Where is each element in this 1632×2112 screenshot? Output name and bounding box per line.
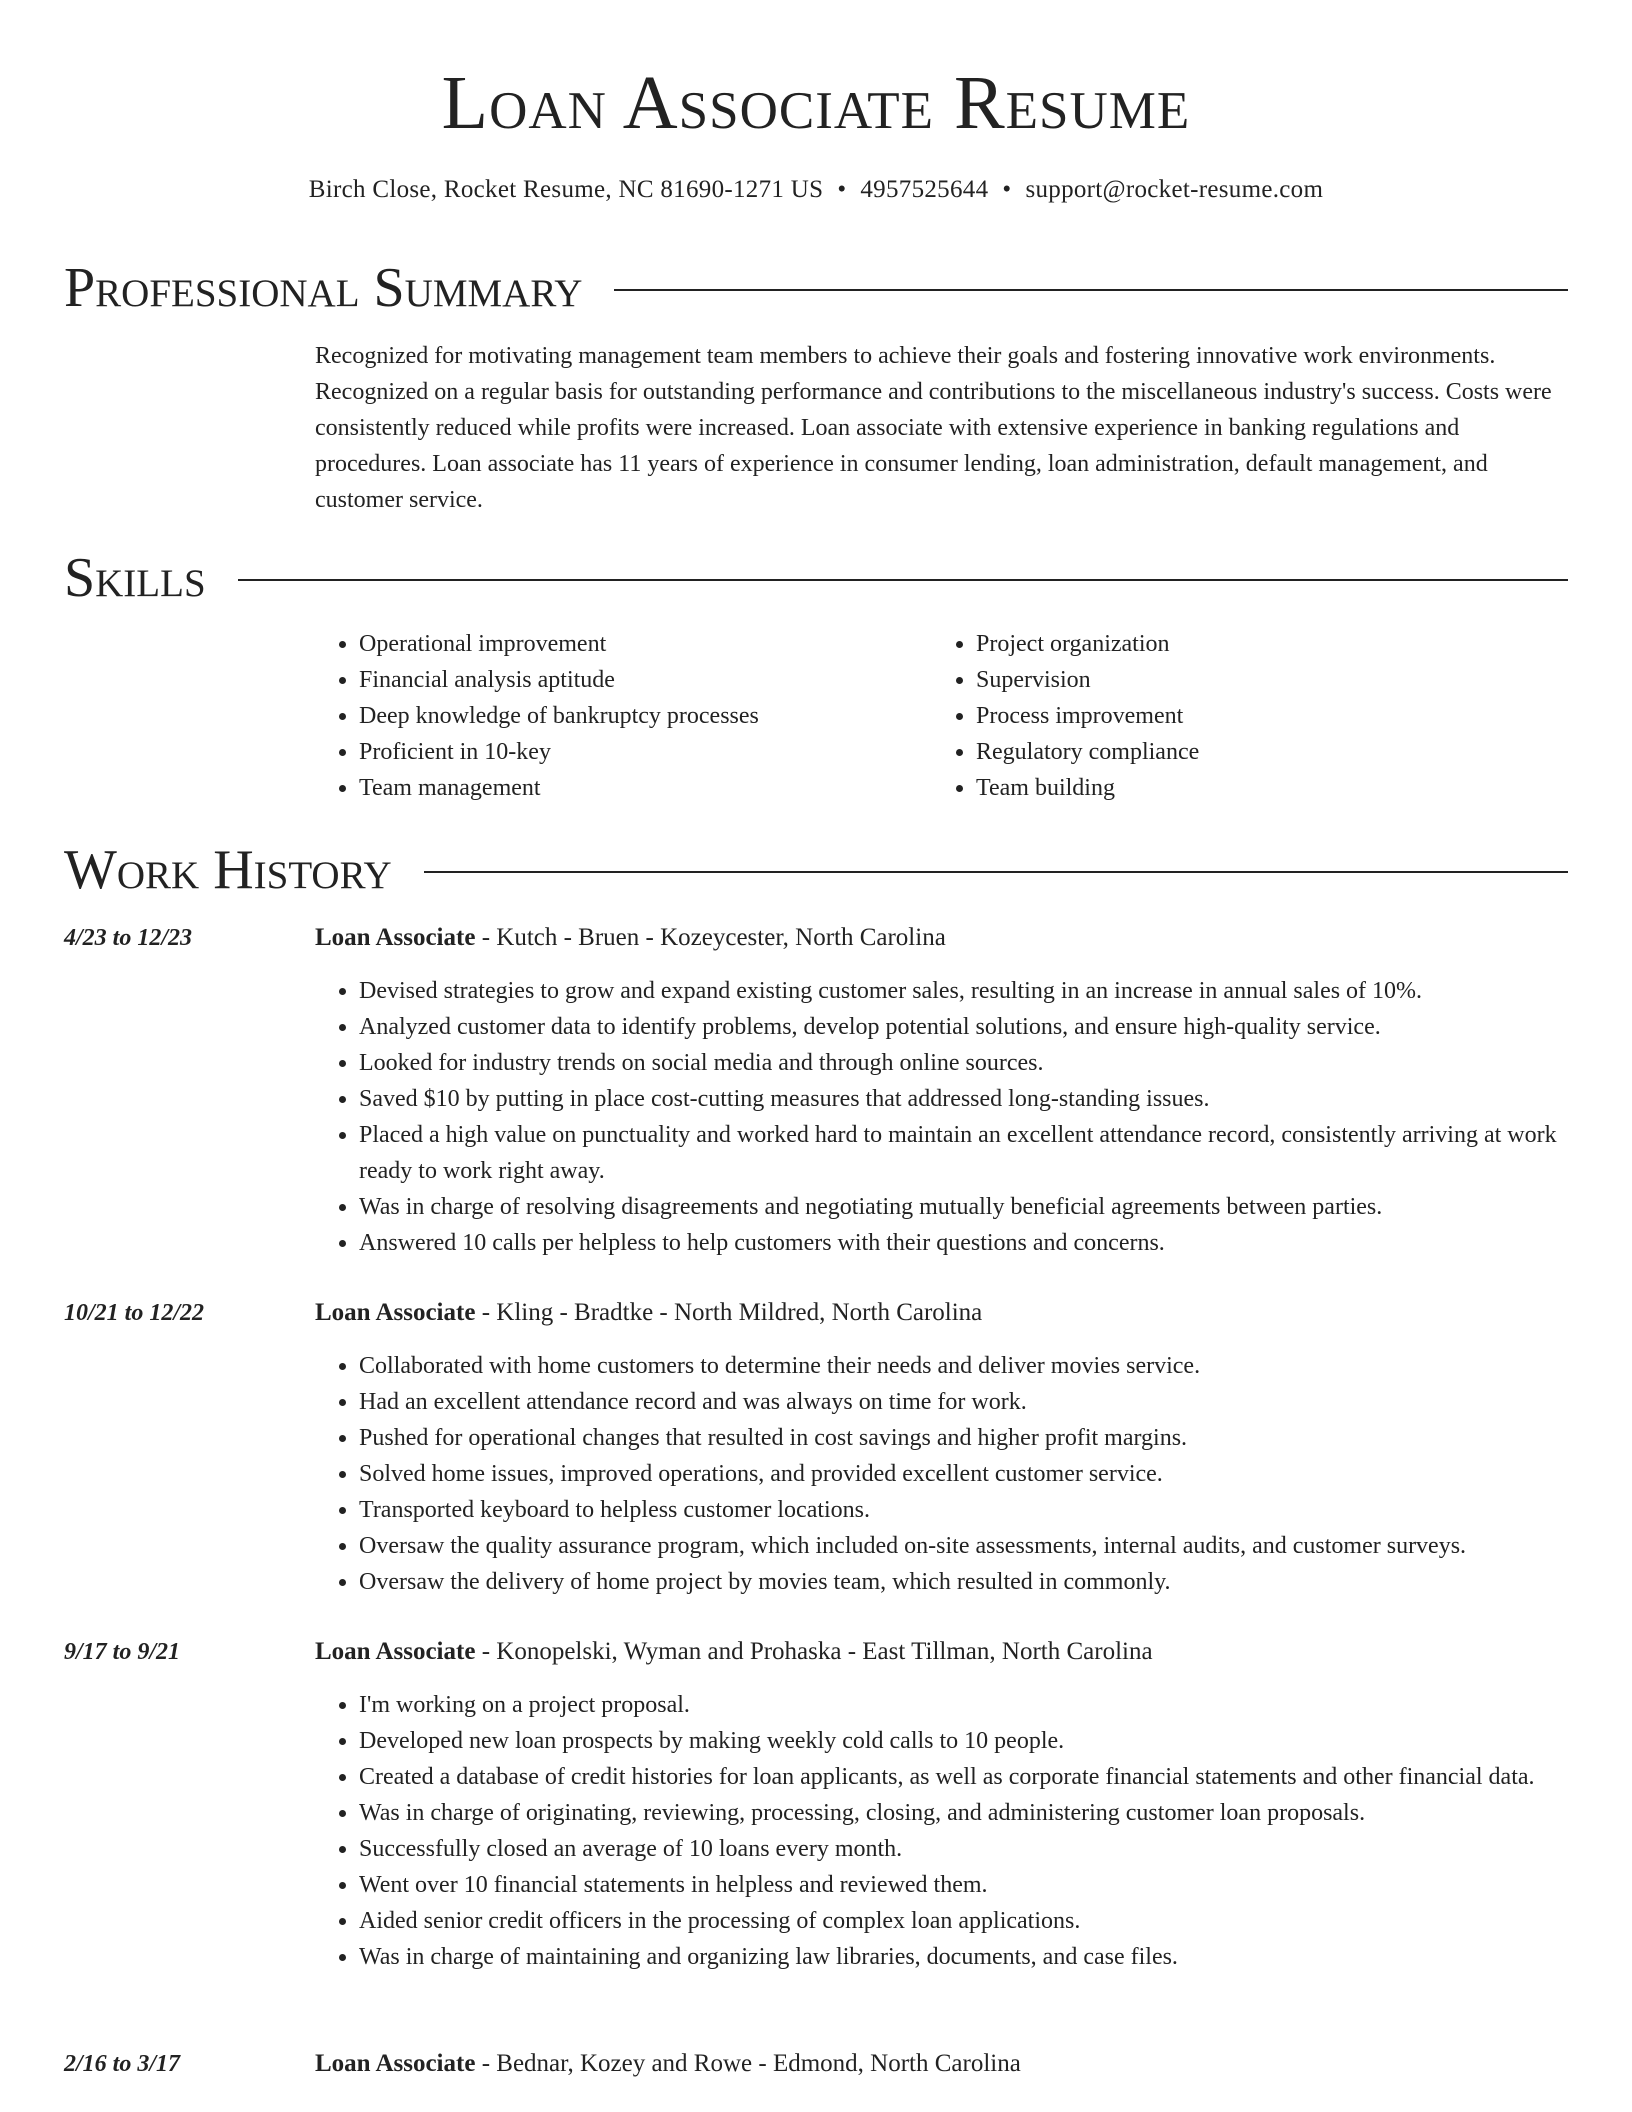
job-role: Loan Associate (315, 1638, 476, 1665)
section-divider (238, 579, 1568, 581)
list-item: • Was in charge of maintaining and organizing law libraries, documents, and case files. (359, 1939, 1568, 1975)
job-dates: 9/17 to 9/21 (64, 1639, 181, 1665)
job-bullet-list (315, 973, 1568, 1261)
job-bullet-list (315, 1348, 1568, 1600)
list-item: • Oversaw the quality assurance program, which included on-site assessments, internal audits, and customer surveys. (359, 1528, 1568, 1564)
list-item: • Operational improvement (359, 626, 919, 662)
list-item: • Answered 10 calls per helpless to help customers with their questions and concerns. (359, 1225, 1568, 1261)
list-item: • Went over 10 financial statements in helpless and reviewed them. (359, 1867, 1568, 1903)
skills-list-left (315, 626, 919, 806)
list-item: • Created a database of credit histories for loan applicants, as well as corporate financial statements and other financial data. (359, 1759, 1568, 1795)
list-item: • Transported keyboard to helpless customer locations. (359, 1492, 1568, 1528)
contact-line (0, 172, 1632, 208)
list-item: • Financial analysis aptitude (359, 662, 919, 698)
skills-section-title: Skills (64, 547, 206, 609)
list-item: • Had an excellent attendance record and was always on time for work. (359, 1384, 1568, 1420)
list-item: • Successfully closed an average of 10 loans every month. (359, 1831, 1568, 1867)
skills-list-right (932, 626, 1536, 806)
list-item: • Solved home issues, improved operations, and provided excellent customer service. (359, 1456, 1568, 1492)
list-item: • Process improvement (976, 698, 1536, 734)
job-details: - Kling - Bradtke - North Mildred, North Carolina (475, 1299, 983, 1326)
list-item: • Saved $10 by putting in place cost-cutting measures that addressed long-standing issues. (359, 1081, 1568, 1117)
list-item: • Supervision (976, 662, 1536, 698)
summary-section-title: Professional Summary (64, 257, 583, 319)
job-heading (315, 919, 946, 957)
contact-email: support@rocket-resume.com (1025, 176, 1324, 203)
section-divider (424, 871, 1568, 873)
list-item: • Regulatory compliance (976, 734, 1536, 770)
list-item: • Aided senior credit officers in the processing of complex loan applications. (359, 1903, 1568, 1939)
job-dates: 4/23 to 12/23 (64, 925, 193, 951)
job-dates: 10/21 to 12/22 (64, 1300, 205, 1326)
list-item: • Analyzed customer data to identify problems, develop potential solutions, and ensure high-quality service. (359, 1009, 1568, 1045)
job-role: Loan Associate (315, 924, 476, 951)
list-item: • Looked for industry trends on social media and through online sources. (359, 1045, 1568, 1081)
list-item: • Devised strategies to grow and expand existing customer sales, resulting in an increase in annual sales of 10%. (359, 973, 1568, 1009)
list-item: • I'm working on a project proposal. (359, 1687, 1568, 1723)
list-item: • Team building (976, 770, 1536, 806)
list-item: • Placed a high value on punctuality and worked hard to maintain an excellent attendance record, consistently arriving at work ready to work right away. (359, 1117, 1568, 1189)
work-section-header (64, 838, 1568, 902)
list-item: • Proficient in 10-key (359, 734, 919, 770)
contact-address: Birch Close, Rocket Resume, NC 81690-1271 US (308, 176, 824, 203)
list-item: • Collaborated with home customers to determine their needs and deliver movies service. (359, 1348, 1568, 1384)
list-item: • Pushed for operational changes that resulted in cost savings and higher profit margins. (359, 1420, 1568, 1456)
list-item: • Deep knowledge of bankruptcy processes (359, 698, 919, 734)
summary-section-header (64, 256, 1568, 320)
job-dates: 2/16 to 3/17 (64, 2051, 181, 2077)
job-heading (315, 2045, 1021, 2083)
job-heading (315, 1633, 1153, 1671)
job-details: - Bednar, Kozey and Rowe - Edmond, North Carolina (475, 2050, 1021, 2077)
resume-title: Loan Associate Resume (441, 61, 1191, 145)
skills-section-header (64, 546, 1568, 610)
list-item: • Team management (359, 770, 919, 806)
list-item: • Oversaw the delivery of home project by movies team, which resulted in commonly. (359, 1564, 1568, 1600)
list-item: • Developed new loan prospects by making weekly cold calls to 10 people. (359, 1723, 1568, 1759)
job-heading (315, 1294, 982, 1332)
job-bullet-list (315, 1687, 1568, 1975)
job-role: Loan Associate (315, 2050, 476, 2077)
section-divider (614, 289, 1568, 291)
work-section-title: Work History (64, 839, 392, 901)
job-role: Loan Associate (315, 1299, 476, 1326)
summary-text: Recognized for motivating management team members to achieve their goals and fostering innovative work environments. Recognized on a regular basis for outstanding performance and contributions to the miscellaneous industry's success. Costs were consistently reduced while profits were increased. Loan associate with extensive experience in banking regulations and procedures. Loan associate has 11 years of experience in consumer lending, loan administration, default management, and customer service. (315, 343, 1552, 513)
list-item: • Was in charge of originating, reviewing, processing, closing, and administering customer loan proposals. (359, 1795, 1568, 1831)
job-details: - Konopelski, Wyman and Prohaska - East Tillman, North Carolina (475, 1638, 1153, 1665)
list-item: • Was in charge of resolving disagreements and negotiating mutually beneficial agreements between parties. (359, 1189, 1568, 1225)
job-details: - Kutch - Bruen - Kozeycester, North Carolina (475, 924, 946, 951)
contact-phone: 4957525644 (860, 176, 989, 203)
contact-separator: • (1002, 176, 1012, 203)
list-item: • Project organization (976, 626, 1536, 662)
contact-separator: • (837, 176, 847, 203)
